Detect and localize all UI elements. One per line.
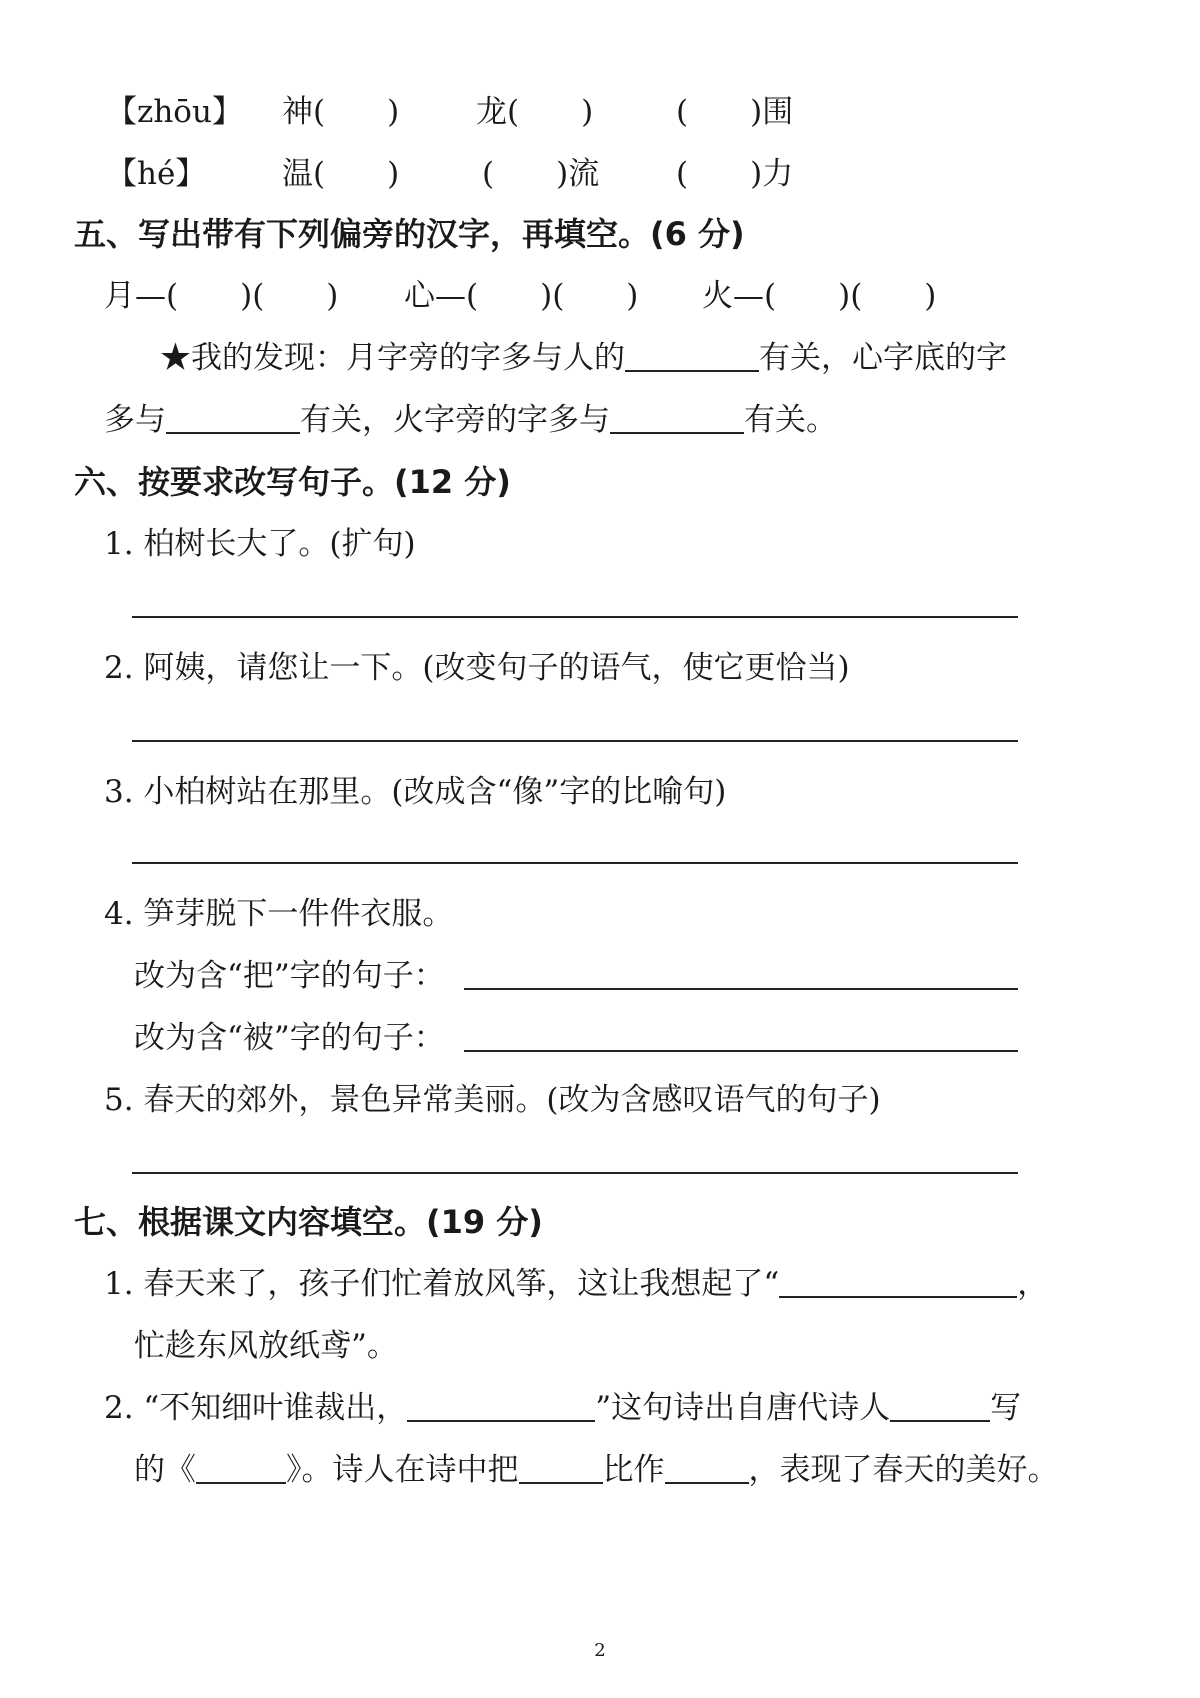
- s7-question-2-line-1: [104, 1388, 1021, 1428]
- s7-q1-text-b: ，: [1017, 1266, 1049, 1302]
- pinyin-blank-he-2[interactable]: ( )流: [482, 156, 600, 192]
- s7-question-2-line-2: [134, 1450, 1059, 1490]
- s7-q2-text-c: 写: [990, 1390, 1022, 1426]
- section-6-title: 六、按要求改写句子。(12 分): [74, 463, 511, 501]
- pinyin-blank-zhou-3[interactable]: ( )围: [676, 94, 794, 130]
- s6-question-4: 4. 笋芽脱下一件件衣服。: [104, 896, 454, 932]
- s7-q2-text-a: 2. “不知细叶谁裁出，: [104, 1390, 408, 1426]
- s6-answer-line-3[interactable]: [132, 862, 1018, 864]
- s6-question-3: 3. 小柏树站在那里。(改成含“像”字的比喻句): [104, 774, 727, 810]
- discovery-text-b: 有关，心字底的字: [759, 340, 1007, 376]
- pinyin-blank-he-1[interactable]: 温( ): [282, 156, 400, 192]
- discovery-blank-3[interactable]: [610, 402, 744, 434]
- s7-q2-blank-3[interactable]: [196, 1452, 286, 1484]
- s7-q2-blank-4[interactable]: [519, 1452, 603, 1484]
- s7-q2-text-d: 的《: [134, 1452, 196, 1488]
- s7-q2-blank-1[interactable]: [407, 1390, 595, 1422]
- s7-q2-text-b: ”这句诗出自唐代诗人: [595, 1390, 891, 1426]
- s7-q2-blank-5[interactable]: [665, 1452, 749, 1484]
- s7-q2-text-g: ，表现了春天的美好。: [748, 1452, 1059, 1488]
- s6-question-5: 5. 春天的郊外，景色异常美丽。(改为含感叹语气的句子): [104, 1082, 881, 1118]
- s6-question-4b-label: 改为含“被”字的句子：: [134, 1020, 445, 1056]
- radical-xin[interactable]: 心—( )( ): [404, 278, 639, 314]
- s7-q2-blank-2[interactable]: [890, 1390, 990, 1422]
- radical-yue[interactable]: 月—( )( ): [104, 278, 339, 314]
- s6-answer-line-4a[interactable]: [464, 988, 1018, 990]
- s6-answer-line-2[interactable]: [132, 740, 1018, 742]
- s6-answer-line-4b[interactable]: [464, 1050, 1018, 1052]
- pinyin-label-he: 【hé】: [106, 156, 207, 192]
- pinyin-blank-zhou-1[interactable]: 神( ): [282, 94, 400, 130]
- section-5-title: 五、写出带有下列偏旁的汉字，再填空。(6 分): [74, 215, 745, 253]
- discovery-line-2: [104, 400, 837, 440]
- s6-answer-line-5[interactable]: [132, 1172, 1018, 1174]
- discovery-text-a: ★我的发现：月字旁的字多与人的: [160, 340, 625, 376]
- discovery-blank-1[interactable]: [625, 340, 759, 372]
- pinyin-blank-zhou-2[interactable]: 龙( ): [476, 94, 594, 130]
- s7-q1-blank[interactable]: [779, 1266, 1017, 1298]
- radical-huo[interactable]: 火—( )( ): [702, 278, 937, 314]
- s7-q2-text-e: 》。诗人在诗中把: [286, 1452, 519, 1488]
- s7-question-1-line-2: 忙趁东风放纸鸢”。: [134, 1328, 398, 1364]
- discovery-line-1: [160, 338, 1007, 378]
- s7-question-1-line-1: [104, 1264, 1048, 1304]
- s6-question-1: 1. 柏树长大了。(扩句): [104, 526, 416, 562]
- pinyin-blank-he-3[interactable]: ( )力: [676, 156, 794, 192]
- s7-q1-text-a: 1. 春天来了，孩子们忙着放风筝，这让我想起了“: [104, 1266, 780, 1302]
- s6-question-2: 2. 阿姨，请您让一下。(改变句子的语气，使它更恰当): [104, 650, 850, 686]
- discovery-text-c: 多与: [104, 402, 166, 438]
- page-number: 2: [594, 1640, 606, 1661]
- discovery-text-d: 有关，火字旁的字多与: [300, 402, 610, 438]
- discovery-text-e: 有关。: [744, 402, 837, 438]
- s6-question-4a-label: 改为含“把”字的句子：: [134, 958, 445, 994]
- pinyin-label-zhou: 【zhōu】: [106, 94, 243, 130]
- s7-q2-text-f: 比作: [602, 1452, 665, 1488]
- section-7-title: 七、根据课文内容填空。(19 分): [74, 1203, 543, 1241]
- s6-answer-line-1[interactable]: [132, 616, 1018, 618]
- discovery-blank-2[interactable]: [166, 402, 300, 434]
